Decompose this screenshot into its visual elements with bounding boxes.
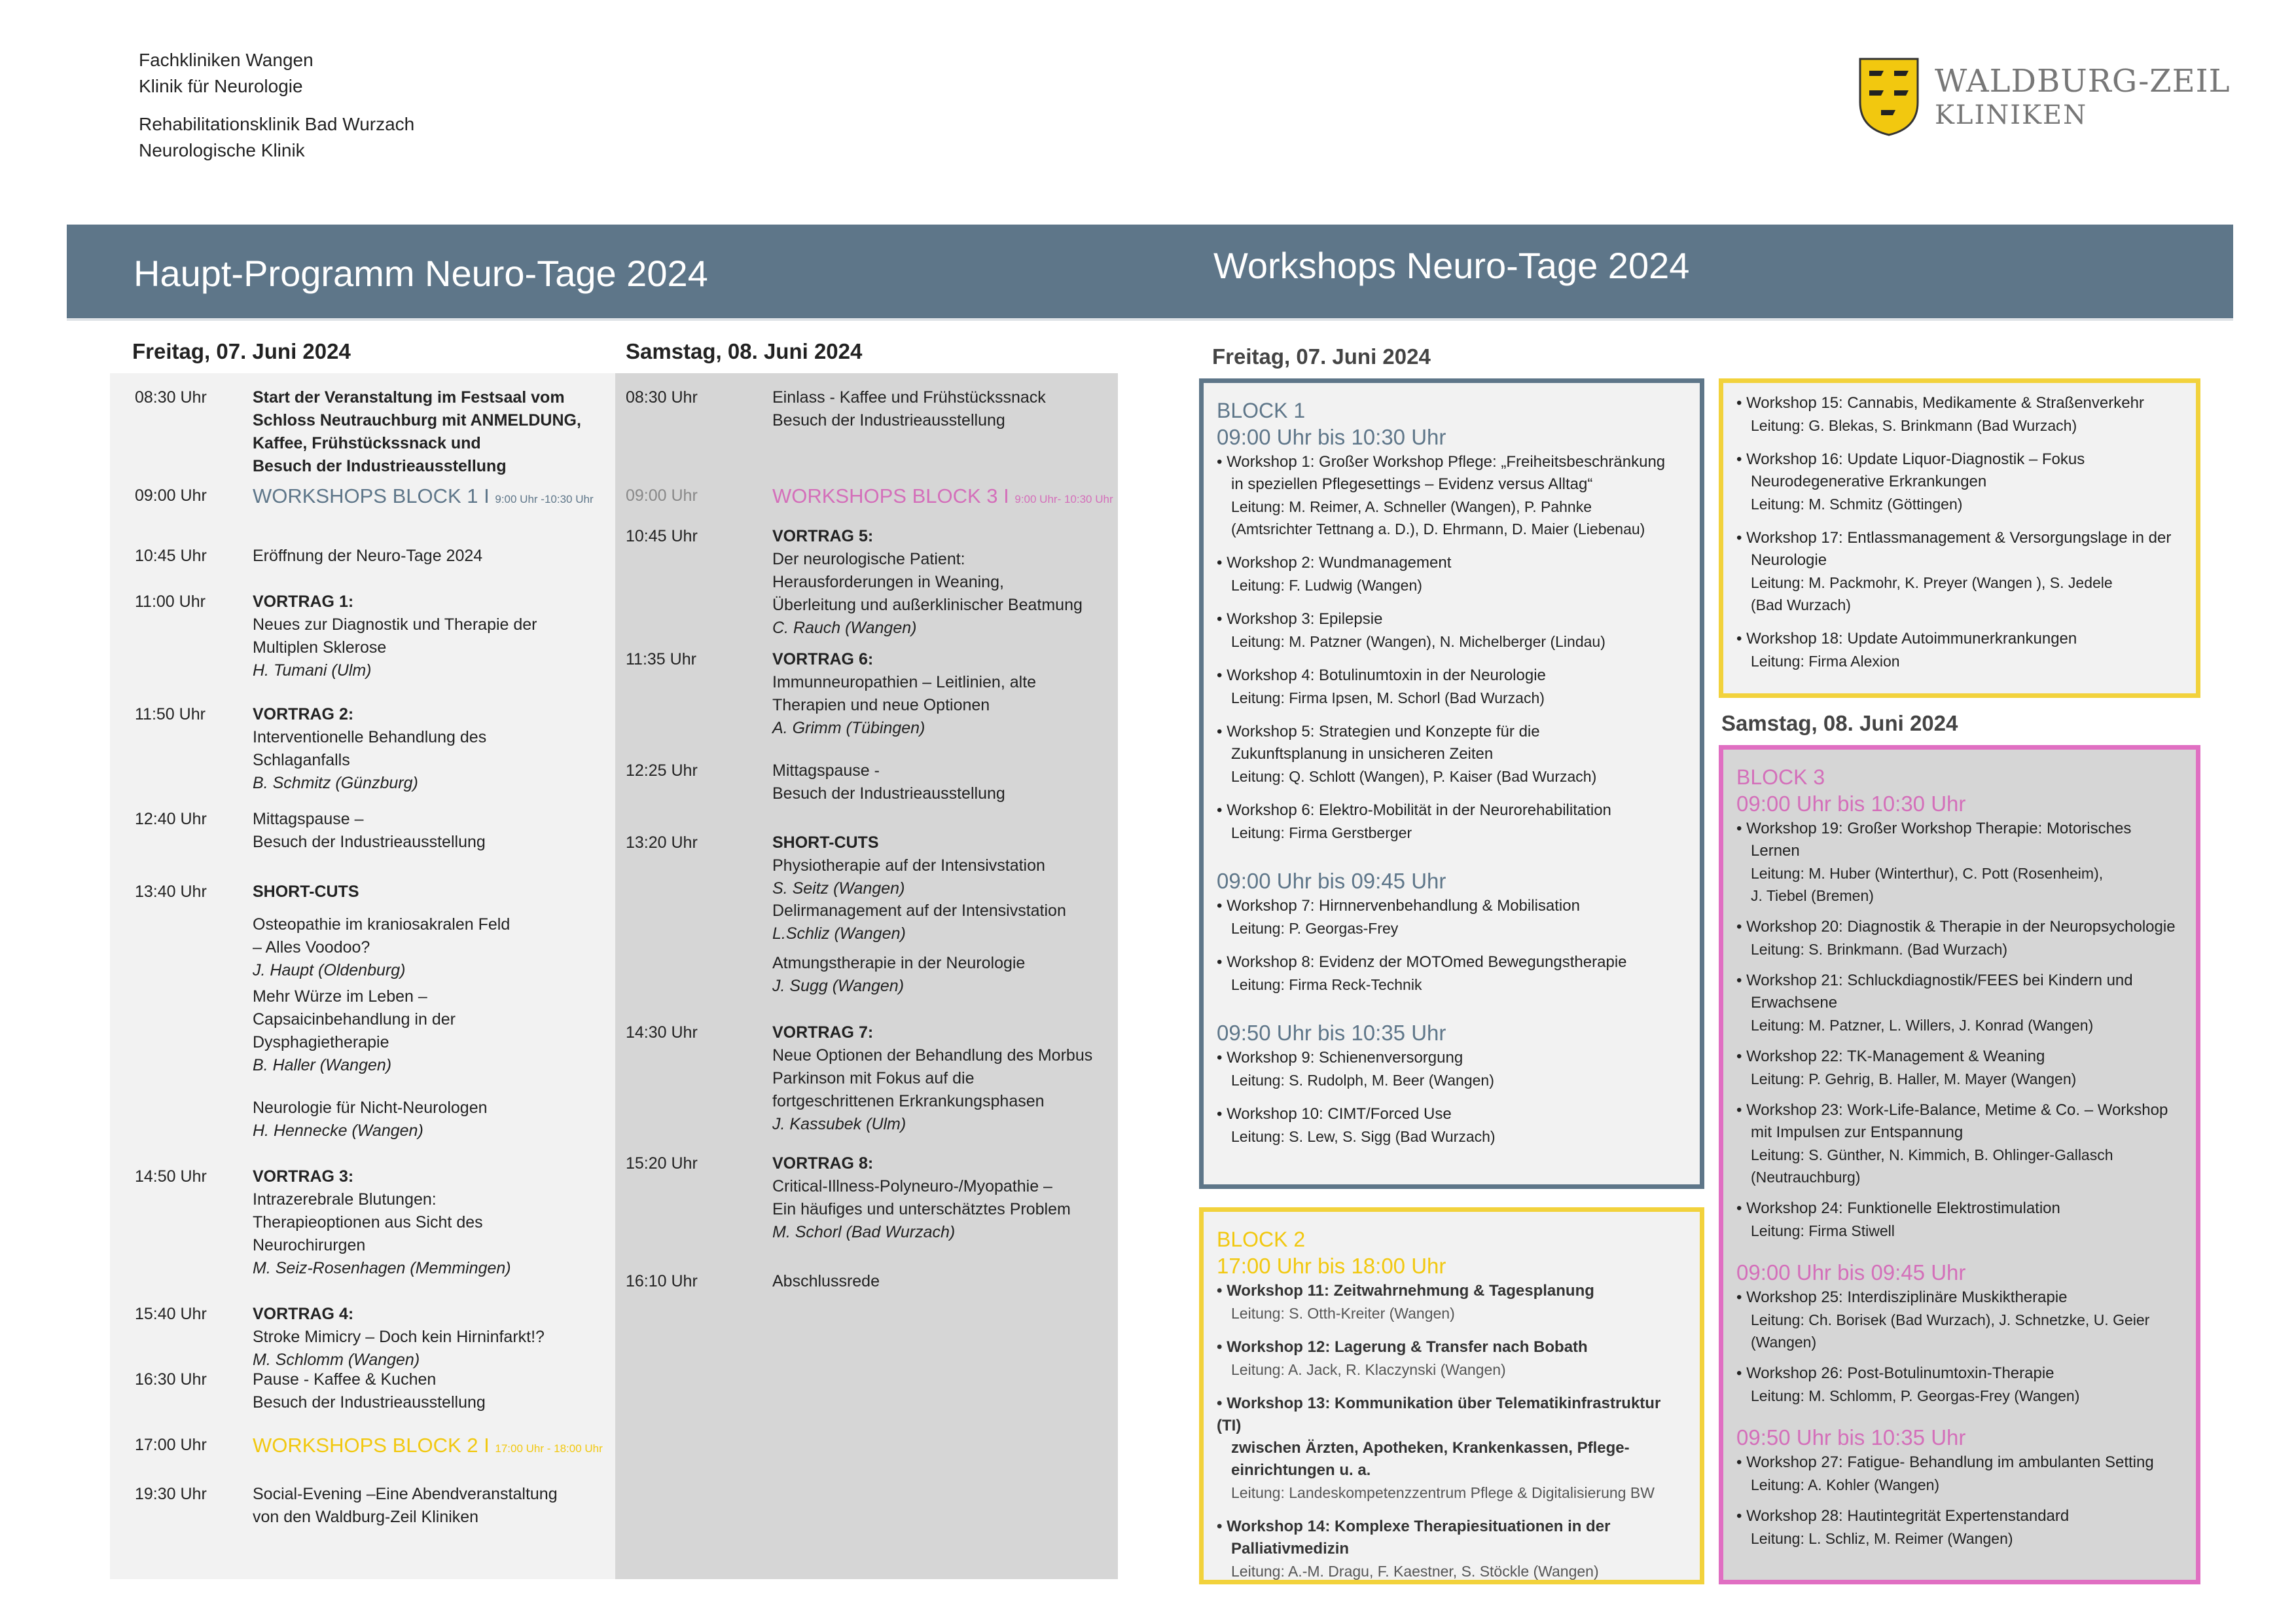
workshop-item (1736, 1451, 2183, 1496)
talk-line: Therapien und neue Optionen (772, 696, 990, 714)
talk-line: Osteopathie im kraniosakralen Feld (253, 915, 511, 934)
talk-line: Therapieoptionen aus Sicht des (253, 1213, 483, 1231)
workshop-name: • Workshop 1: Großer Workshop Pflege: „Freiheitsbeschränkung (1217, 453, 1666, 471)
friday-heading: Freitag, 07. Juni 2024 (132, 339, 351, 363)
sat-content (772, 648, 1126, 740)
fri-content (253, 1483, 632, 1529)
block-time: 09:50 Uhr bis 10:35 Uhr (1736, 1425, 1966, 1450)
block-time: 09:00 Uhr bis 09:45 Uhr (1217, 869, 1446, 893)
workshop-name: in speziellen Pflegesettings – Evidenz versus Alltag“ (1231, 475, 1593, 493)
talk-line: Schlaganfalls (253, 751, 350, 769)
workshop-block-label: WORKSHOPS BLOCK 3 I 9:00 Uhr- 10:30 Uhr (772, 484, 1113, 507)
workshop-item (1217, 721, 1687, 788)
talk-line: Mittagspause – (253, 810, 364, 828)
workshop-lead: Leitung: F. Ludwig (Wangen) (1231, 577, 1422, 594)
talk-line: Neues zur Diagnostik und Therapie der (253, 615, 537, 634)
workshop-name: mit Impulsen zur Entspannung (1751, 1123, 1964, 1141)
workshop-lead: Leitung: Firma Ipsen, M. Schorl (Bad Wurzach) (1231, 689, 1545, 706)
workshop-item (1736, 1362, 2183, 1407)
talk-line: Herausforderungen in Weaning, (772, 573, 1004, 591)
workshop-lead: Leitung: M. Patzner, L. Willers, J. Konrad (Wangen) (1751, 1017, 2094, 1034)
workshop-lead: Leitung: M. Packmohr, K. Preyer (Wangen ), S. Jedele (1751, 574, 2113, 591)
sat-content (772, 525, 1126, 640)
workshop-lead: Leitung: M. Schmitz (Göttingen) (1751, 496, 1963, 513)
fri-time: 11:00 Uhr (135, 593, 206, 611)
workshop-item (1736, 448, 2183, 515)
speaker: B. Schmitz (Günzburg) (253, 774, 418, 792)
talk-line: Parkinson mit Fokus auf die (772, 1069, 975, 1087)
workshop-item (1217, 799, 1687, 844)
fri-content (253, 484, 632, 511)
workshop-name: • Workshop 11: Zeitwahrnehmung & Tagesplanung (1217, 1282, 1594, 1300)
workshop-name: • Workshop 19: Großer Workshop Therapie: Motorisches (1736, 820, 2132, 837)
talk-line: Besuch der Industrieausstellung (253, 1393, 486, 1412)
workshop-block-label: WORKSHOPS BLOCK 2 I 17:00 Uhr - 18:00 Uhr (253, 1434, 603, 1457)
sat-content (772, 484, 1126, 511)
talk-line: Intrazerebrale Blutungen: (253, 1190, 437, 1209)
sat-content (772, 1152, 1126, 1244)
sat-content (772, 952, 1126, 998)
block-time: 09:00 Uhr bis 10:30 Uhr (1217, 425, 1446, 449)
workshop-lead: Leitung: M. Patzner (Wangen), N. Michelberger (Lindau) (1231, 633, 1605, 650)
talk-line: Mittagspause - (772, 761, 880, 780)
talk-heading: SHORT-CUTS (253, 883, 359, 901)
workshop-item (1736, 527, 2183, 616)
workshop-name: • Workshop 14: Komplexe Therapiesituationen in der (1217, 1518, 1611, 1535)
talk-line: Besuch der Industrieausstellung (253, 457, 507, 475)
sat-time: 16:10 Uhr (626, 1272, 698, 1290)
waldburg-zeil-logo (1857, 56, 2231, 137)
talk-line: Mehr Würze im Leben – (253, 987, 427, 1006)
workshop-name: • Workshop 17: Entlassmanagement & Versorgungslage in der (1736, 529, 2172, 547)
speaker: H. Hennecke (Wangen) (253, 1122, 423, 1140)
workshop-name: • Workshop 12: Lagerung & Transfer nach Bobath (1217, 1338, 1588, 1356)
fri-time: 10:45 Uhr (135, 547, 207, 565)
fri-content (253, 1165, 632, 1280)
talk-line: Pause - Kaffee & Kuchen (253, 1370, 437, 1389)
workshop-item (1736, 628, 2183, 672)
fri-content (253, 703, 632, 795)
sat-content (772, 831, 1126, 900)
workshop-name: • Workshop 2: Wundmanagement (1217, 554, 1452, 572)
talk-heading: VORTRAG 1: (253, 593, 354, 611)
workshop-lead: Leitung: A.-M. Dragu, F. Kaestner, S. Stöckle (Wangen) (1231, 1563, 1599, 1580)
workshop-item (1736, 970, 2183, 1036)
workshop-name: • Workshop 21: Schluckdiagnostik/FEES bei Kindern und (1736, 972, 2133, 989)
talk-line: fortgeschrittenen Erkrankungsphasen (772, 1092, 1045, 1110)
main-program-title: Haupt-Programm Neuro-Tage 2024 (134, 253, 708, 294)
speaker: C. Rauch (Wangen) (772, 619, 917, 637)
fri-content (253, 1097, 632, 1142)
fri-time: 13:40 Uhr (135, 883, 207, 901)
talk-line: Delirmanagement auf der Intensivstation (772, 902, 1066, 920)
main-program-banner (67, 225, 1156, 318)
fri-time: 14:50 Uhr (135, 1167, 207, 1186)
fri-time: 09:00 Uhr (135, 486, 207, 505)
workshop-item (1217, 608, 1687, 653)
workshop-lead: Leitung: M. Reimer, A. Schneller (Wangen), P. Pahnke (1231, 498, 1592, 515)
saturday-heading: Samstag, 08. Juni 2024 (626, 339, 863, 363)
workshop-lead: Leitung: Firma Stiwell (1751, 1222, 1895, 1239)
talk-line: Besuch der Industrieausstellung (253, 833, 486, 851)
ws-saturday-heading: Samstag, 08. Juni 2024 (1721, 711, 1958, 735)
workshop-lead: Leitung: P. Gehrig, B. Haller, M. Mayer (Wangen) (1751, 1070, 2077, 1087)
workshop-lead: Leitung: Ch. Borisek (Bad Wurzach), J. Schnetzke, U. Geier (1751, 1311, 2150, 1328)
workshop-item (1217, 951, 1687, 996)
workshop-name: Zukunftsplanung in unsicheren Zeiten (1231, 745, 1494, 763)
workshop-item (1217, 1336, 1687, 1381)
workshop-block-3 (1719, 745, 2200, 1584)
workshop-lead: Leitung: S. Otth-Kreiter (Wangen) (1231, 1305, 1455, 1322)
speaker: M. Schlomm (Wangen) (253, 1351, 420, 1369)
talk-line: Neue Optionen der Behandlung des Morbus (772, 1046, 1093, 1065)
workshop-block-label: WORKSHOPS BLOCK 1 I 9:00 Uhr -10:30 Uhr (253, 484, 594, 507)
block-title: BLOCK 2 (1217, 1228, 1306, 1251)
fri-time: 08:30 Uhr (135, 388, 207, 407)
clinic-line-1: Fachkliniken Wangen (139, 50, 314, 70)
talk-heading: VORTRAG 3: (253, 1167, 354, 1186)
workshop-name: • Workshop 18: Update Autoimmunerkrankungen (1736, 630, 2077, 647)
sat-time: 11:35 Uhr (626, 650, 696, 668)
workshop-name: Lernen (1751, 842, 1800, 860)
speaker: H. Tumani (Ulm) (253, 661, 372, 680)
talk-line: Start der Veranstaltung im Festsaal vom (253, 388, 565, 407)
workshop-name: • Workshop 16: Update Liquor-Diagnostik – Fokus (1736, 450, 2085, 468)
workshop-lead: Leitung: A. Jack, R. Klaczynski (Wangen) (1231, 1361, 1506, 1378)
workshops-banner (1156, 225, 2233, 318)
workshop-lead: Leitung: A. Kohler (Wangen) (1751, 1476, 1940, 1493)
workshop-item (1217, 552, 1687, 596)
workshop-name: • Workshop 8: Evidenz der MOTOmed Bewegungstherapie (1217, 953, 1627, 971)
workshop-name: • Workshop 9: Schienenversorgung (1217, 1049, 1463, 1067)
workshop-name: Neurologie (1751, 551, 1827, 569)
talk-line: Critical-Illness-Polyneuro-/Myopathie – (772, 1177, 1052, 1195)
workshop-lead: Leitung: M. Schlomm, P. Georgas-Frey (Wangen) (1751, 1387, 2080, 1404)
talk-line: Überleitung und außerklinischer Beatmung (772, 596, 1083, 614)
sat-time: 08:30 Uhr (626, 388, 698, 407)
block-time: 09:00 Uhr bis 09:45 Uhr (1736, 1260, 1966, 1285)
workshop-item (1217, 1393, 1687, 1504)
sat-content (772, 1021, 1126, 1136)
sat-time: 09:00 Uhr (626, 486, 698, 505)
logo-title: WALDBURG-ZEIL (1935, 63, 2231, 100)
sat-time: 14:30 Uhr (626, 1023, 698, 1042)
talk-line: Besuch der Industrieausstellung (772, 411, 1005, 429)
talk-line: Dysphagietherapie (253, 1033, 389, 1051)
ws-friday-heading: Freitag, 07. Juni 2024 (1212, 344, 1431, 369)
talk-line: Neurochirurgen (253, 1236, 366, 1254)
workshop-lead: Leitung: S. Lew, S. Sigg (Bad Wurzach) (1231, 1128, 1496, 1145)
workshop-lead: Leitung: L. Schliz, M. Reimer (Wangen) (1751, 1530, 2013, 1547)
workshop-name: • Workshop 22: TK-Management & Weaning (1736, 1048, 2045, 1065)
talk-line: von den Waldburg-Zeil Kliniken (253, 1508, 479, 1526)
talk-heading: VORTRAG 2: (253, 705, 354, 723)
workshop-name: • Workshop 6: Elektro-Mobilität in der Neurorehabilitation (1217, 801, 1611, 819)
workshop-lead: Leitung: Firma Alexion (1751, 653, 1900, 670)
workshop-item (1736, 1099, 2183, 1188)
workshop-lead: Leitung: S. Rudolph, M. Beer (Wangen) (1231, 1072, 1494, 1089)
workshop-item (1736, 818, 2183, 907)
sat-time: 15:20 Uhr (626, 1154, 698, 1173)
speaker: M. Schorl (Bad Wurzach) (772, 1223, 956, 1241)
talk-line: – Alles Voodoo? (253, 938, 370, 957)
talk-heading: SHORT-CUTS (772, 833, 879, 852)
talk-line: Einlass - Kaffee und Frühstückssnack (772, 388, 1046, 407)
talk-heading: VORTRAG 4: (253, 1305, 354, 1323)
workshop-name: • Workshop 7: Hirnnervenbehandlung & Mobilisation (1217, 897, 1580, 915)
workshop-item (1736, 916, 2183, 960)
fri-content (253, 881, 632, 903)
fri-workshop-time: 9:00 Uhr -10:30 Uhr (495, 493, 594, 505)
talk-line: Physiotherapie auf der Intensivstation (772, 856, 1045, 875)
workshop-lead: Leitung: Firma Gerstberger (1231, 824, 1412, 841)
fri-content (253, 913, 632, 982)
sat-content (772, 1270, 1126, 1293)
friday-schedule (110, 373, 615, 1579)
workshop-item (1217, 1516, 1687, 1582)
block-time: 09:00 Uhr bis 10:30 Uhr (1736, 792, 1966, 816)
coat-of-arms-icon (1857, 56, 1920, 137)
workshop-item (1736, 1197, 2183, 1242)
talk-line: Stroke Mimicry – Doch kein Hirninfarkt!? (253, 1328, 545, 1346)
workshop-lead: Leitung: Q. Schlott (Wangen), P. Kaiser (Bad Wurzach) (1231, 768, 1597, 785)
block-title: BLOCK 1 (1217, 399, 1306, 422)
clinic-line-3: Rehabilitationsklinik Bad Wurzach (139, 114, 415, 134)
fri-time: 12:40 Uhr (135, 810, 207, 828)
workshop-name: • Workshop 3: Epilepsie (1217, 610, 1383, 628)
workshop-name: • Workshop 25: Interdisziplinäre Muskiktherapie (1736, 1288, 2068, 1306)
fri-content (253, 808, 632, 854)
talk-line: Abschlussrede (772, 1272, 880, 1290)
talk-line: Kaffee, Frühstückssnack und (253, 434, 481, 452)
workshops-title: Workshops Neuro-Tage 2024 (1213, 245, 1690, 286)
sat-workshop-time: 9:00 Uhr- 10:30 Uhr (1014, 493, 1113, 505)
talk-line: Atmungstherapie in der Neurologie (772, 954, 1026, 972)
workshop-name: einrichtungen u. a. (1231, 1461, 1371, 1479)
speaker: M. Seiz-Rosenhagen (Memmingen) (253, 1259, 511, 1277)
talk-line: Schloss Neutrauchburg mit ANMELDUNG, (253, 411, 581, 429)
workshop-item (1217, 665, 1687, 709)
workshop-lead: (Neutrauchburg) (1751, 1169, 1861, 1186)
logo-subtitle: KLINIKEN (1935, 100, 2088, 130)
fri-time: 11:50 Uhr (135, 705, 206, 723)
fri-time: 19:30 Uhr (135, 1485, 207, 1503)
fri-content (253, 386, 632, 478)
speaker: J. Sugg (Wangen) (772, 977, 905, 995)
block-title: BLOCK 3 (1736, 765, 1825, 789)
workshop-item (1736, 392, 2183, 437)
sat-content (772, 759, 1126, 805)
workshop-lead: (Bad Wurzach) (1751, 596, 1851, 613)
block-time: 09:50 Uhr bis 10:35 Uhr (1217, 1021, 1446, 1045)
talk-line: Der neurologische Patient: (772, 550, 965, 568)
workshop-lead: J. Tiebel (Bremen) (1751, 887, 1874, 904)
talk-line: Ein häufiges und unterschätztes Problem (772, 1200, 1071, 1218)
speaker: B. Haller (Wangen) (253, 1056, 392, 1074)
workshop-lead: (Wangen) (1751, 1334, 1817, 1351)
talk-heading: VORTRAG 5: (772, 527, 874, 545)
sat-content (772, 386, 1126, 432)
workshop-item (1217, 895, 1687, 939)
workshop-item (1736, 1505, 2183, 1550)
fri-time: 15:40 Uhr (135, 1305, 207, 1323)
workshop-lead: Leitung: Landeskompetenzzentrum Pflege & Digitalisierung BW (1231, 1484, 1655, 1501)
workshop-name: Erwachsene (1751, 994, 1838, 1012)
workshop-lead: Leitung: Firma Reck-Technik (1231, 976, 1422, 993)
fri-content (253, 545, 632, 568)
workshop-name: • Workshop 28: Hautintegrität Expertenstandard (1736, 1507, 2070, 1525)
workshop-item (1217, 451, 1687, 540)
workshop-lead: Leitung: G. Blekas, S. Brinkmann (Bad Wurzach) (1751, 417, 2077, 434)
workshop-name: • Workshop 20: Diagnostik & Therapie in der Neuropsychologie (1736, 918, 2176, 936)
fri-content (253, 1303, 632, 1372)
workshop-lead: Leitung: M. Huber (Winterthur), C. Pott (Rosenheim), (1751, 865, 2104, 882)
speaker: J. Haupt (Oldenburg) (253, 961, 406, 979)
workshop-item (1217, 1280, 1687, 1324)
workshop-lead: Leitung: S. Günther, N. Kimmich, B. Ohlinger-Gallasch (1751, 1146, 2113, 1163)
workshop-name: • Workshop 24: Funktionelle Elektrostimulation (1736, 1199, 2060, 1217)
workshop-item (1736, 1046, 2183, 1090)
talk-line: Interventionelle Behandlung des (253, 728, 487, 746)
fri-time: 17:00 Uhr (135, 1436, 207, 1454)
workshop-block-2 (1199, 1207, 1704, 1584)
workshop-name: • Workshop 13: Kommunikation über Telematikinfrastruktur (TI) (1217, 1395, 1661, 1434)
fri-workshop-time: 17:00 Uhr - 18:00 Uhr (495, 1442, 603, 1455)
talk-line: Multiplen Sklerose (253, 638, 387, 657)
workshop-lead: (Amtsrichter Tettnang a. D.), D. Ehrmann, D. Maier (Liebenau) (1231, 520, 1645, 538)
speaker: A. Grimm (Tübingen) (772, 719, 925, 737)
clinic-line-2: Klinik für Neurologie (139, 76, 303, 96)
sat-content (772, 900, 1126, 945)
workshop-name: Palliativmedizin (1231, 1540, 1350, 1558)
workshop-block-1 (1199, 378, 1704, 1189)
workshop-item (1736, 1286, 2183, 1353)
workshop-name: • Workshop 4: Botulinumtoxin in der Neurologie (1217, 666, 1546, 684)
speaker: S. Seitz (Wangen) (772, 879, 905, 898)
sat-time: 10:45 Uhr (626, 527, 698, 545)
workshop-name: • Workshop 10: CIMT/Forced Use (1217, 1105, 1452, 1123)
workshop-item (1217, 1047, 1687, 1091)
talk-line: Eröffnung der Neuro-Tage 2024 (253, 547, 483, 565)
fri-content (253, 985, 632, 1077)
speaker: J. Kassubek (Ulm) (772, 1115, 906, 1133)
fri-content (253, 591, 632, 682)
workshop-lead: Leitung: P. Georgas-Frey (1231, 920, 1399, 937)
talk-line: Besuch der Industrieausstellung (772, 784, 1005, 803)
workshop-name: zwischen Ärzten, Apotheken, Krankenkassen, Pflege- (1231, 1439, 1630, 1457)
speaker: L.Schliz (Wangen) (772, 924, 906, 943)
workshop-item (1217, 1103, 1687, 1148)
fri-time: 16:30 Uhr (135, 1370, 207, 1389)
sat-time: 12:25 Uhr (626, 761, 698, 780)
workshop-name: • Workshop 26: Post-Botulinumtoxin-Therapie (1736, 1364, 2054, 1382)
talk-heading: VORTRAG 8: (772, 1154, 874, 1173)
saturday-schedule (615, 373, 1118, 1579)
talk-line: Capsaicinbehandlung in der (253, 1010, 456, 1029)
workshop-lead: Leitung: S. Brinkmann. (Bad Wurzach) (1751, 941, 2008, 958)
banner-divider (67, 318, 2233, 321)
workshop-name: • Workshop 5: Strategien und Konzepte für die (1217, 723, 1540, 740)
clinic-line-4: Neurologische Klinik (139, 140, 305, 160)
clinic-header (139, 47, 414, 164)
talk-heading: VORTRAG 6: (772, 650, 874, 668)
talk-line: Immunneuropathien – Leitlinien, alte (772, 673, 1037, 691)
talk-line: Neurologie für Nicht-Neurologen (253, 1099, 488, 1117)
workshop-name: • Workshop 23: Work-Life-Balance, Metime & Co. – Workshop (1736, 1101, 2168, 1119)
workshop-name: • Workshop 15: Cannabis, Medikamente & Straßenverkehr (1736, 394, 2144, 412)
block-time: 17:00 Uhr bis 18:00 Uhr (1217, 1254, 1446, 1278)
talk-heading: VORTRAG 7: (772, 1023, 874, 1042)
fri-content (253, 1434, 632, 1460)
fri-content (253, 1368, 632, 1414)
sat-time: 13:20 Uhr (626, 833, 698, 852)
workshop-name: • Workshop 27: Fatigue- Behandlung im ambulanten Setting (1736, 1453, 2154, 1471)
workshop-block-1-continued (1719, 378, 2200, 698)
workshop-name: Neurodegenerative Erkrankungen (1751, 473, 1987, 490)
talk-line: Social-Evening –Eine Abendveranstaltung (253, 1485, 558, 1503)
